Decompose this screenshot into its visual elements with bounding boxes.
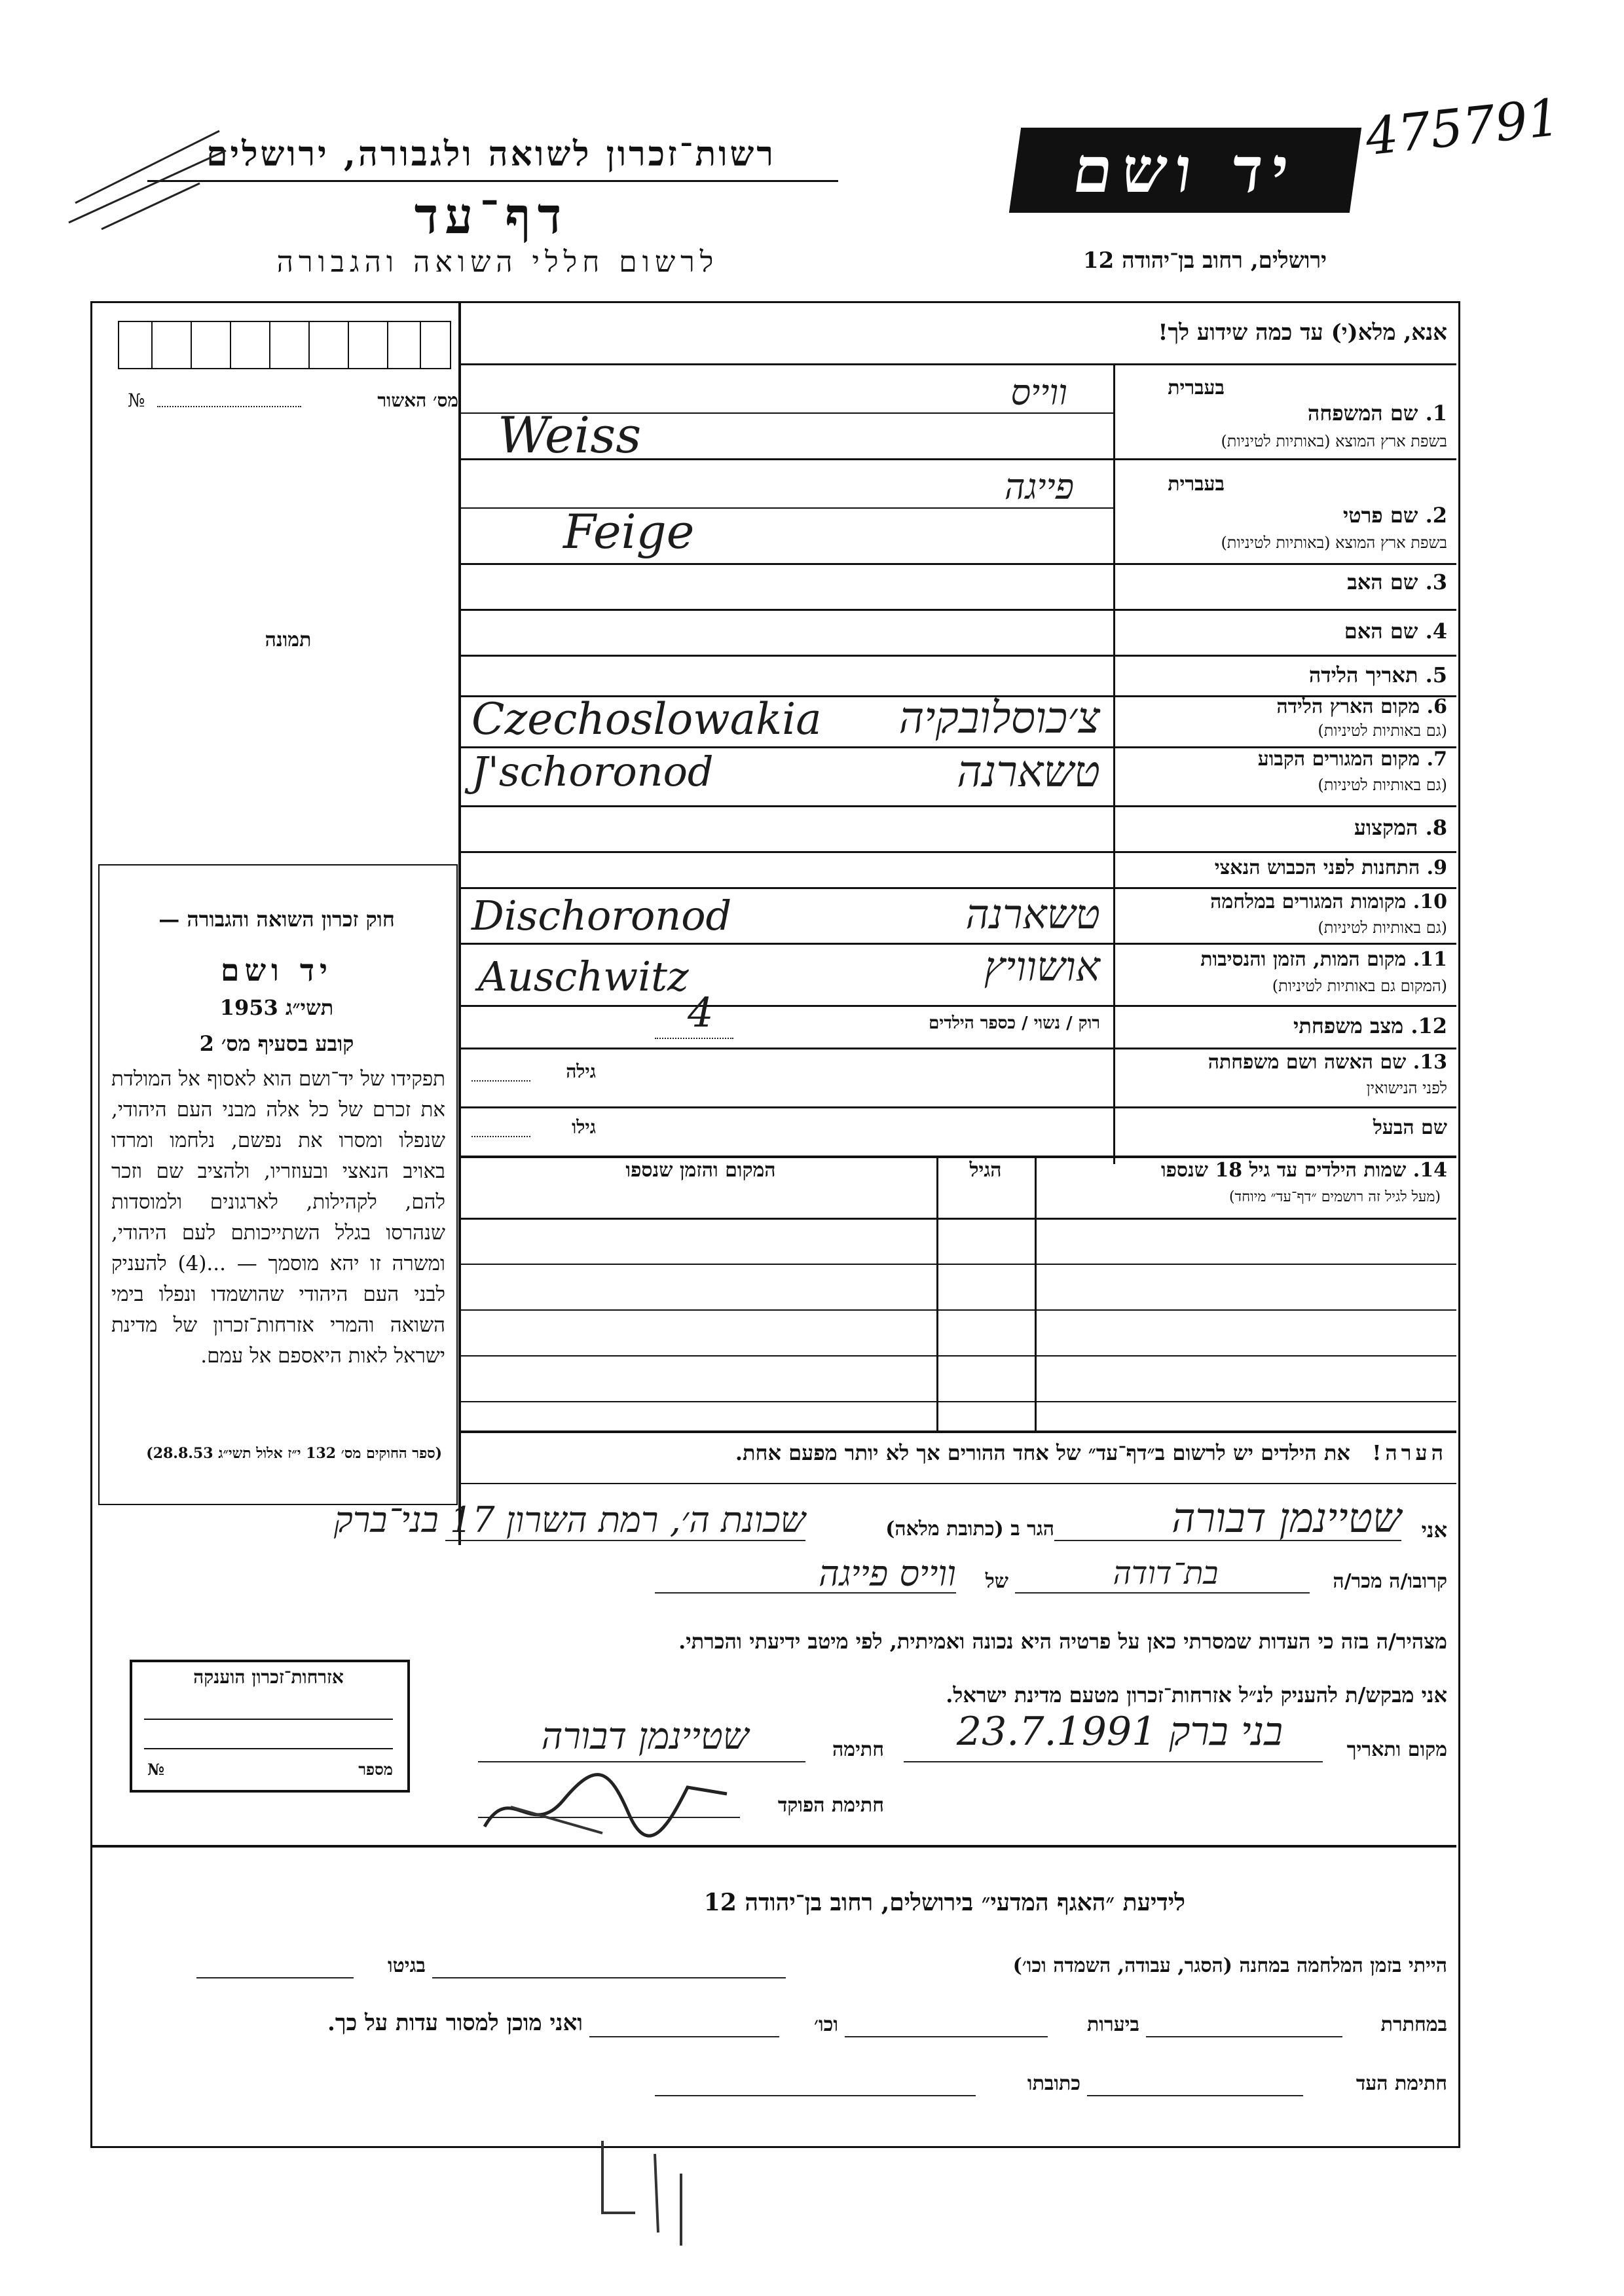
field11-value-latin: Auschwitz (478, 953, 689, 1000)
citizenship-title: אזרחות־זכרון הוענקה (193, 1666, 344, 1688)
approval-value-line (157, 406, 301, 407)
officer-signature (471, 1755, 747, 1849)
ghetto-line (196, 1977, 354, 1978)
field14-col-age: הגיל (969, 1159, 1002, 1182)
pen-strokes (62, 124, 232, 238)
field1-hebrew-tag: בעברית (1168, 376, 1225, 399)
field13-label: 13. שם האשה ושם משפחתה (1208, 1051, 1447, 1074)
field10-value-hebrew: טשארנה (965, 890, 1100, 938)
law-title: חוק זכרון השואה והגבורה — (158, 907, 395, 932)
decl-of-label: של (985, 1570, 1008, 1593)
decl-relation-label: קרובו/ה מכר/ה (1333, 1570, 1447, 1593)
witness-sig-line (1087, 2095, 1303, 2096)
logo-yad-vashem: יד ושם (1009, 128, 1361, 213)
law-body: תפקידו של יד־ושם הוא לאסוף אל המולדת את זכרם של כל אלה מבני העם היהודי, שנפלו ומסרו את נפשם, נלחמו ומרדו באויב הנאצי ובעוזריו, ולהציב שם וזכר להם, לקהילות, לארגונים ולמוסדות שנהרסו בגלל השתייכותם לעם היהודי, ומשרה זו יהא מוסמך — ...(4) להעניק לבני העם היהודי שהושמדו ונפלו בימי השואה והמרי אזרחות־זכרון של מדינת ישראל לאות היאספם אל עמם. (111, 1067, 445, 1368)
wife-age-label: גילה (566, 1061, 596, 1082)
children-count-line (655, 1038, 733, 1039)
field13-sublabel: לפני הנישואין (1366, 1079, 1447, 1097)
field11-sublabel: (המקום גם באותיות לטיניות) (1272, 977, 1447, 995)
ghetto-label: בגיטו (387, 1954, 426, 1977)
etc-line (589, 2036, 779, 2037)
note: הערה! את הילדים יש לרשום ב״דף־עד״ של אחד ההורים אך לא יותר מפעם אחת. (735, 1440, 1447, 1465)
law-year: תשי״ג 1953 (219, 995, 334, 1020)
approval-no: № (128, 390, 145, 411)
ready-label: ואני מוכן למסור עדות על כך. (327, 2010, 583, 2036)
field8-label: 8. המקצוע (1354, 815, 1447, 840)
form-title: דף־עד (414, 187, 568, 245)
law-name: יד ושם (220, 953, 333, 988)
wife-age-line (471, 1080, 530, 1082)
divider (458, 1156, 1456, 1158)
row-line (458, 1264, 1456, 1265)
divider (458, 1430, 1456, 1433)
divider (458, 1106, 1456, 1108)
citizenship-number-label: מספר (358, 1760, 393, 1779)
field5-label: 5. תאריך הלידה (1308, 663, 1447, 687)
field14-sublabel: (מעל לגיל זה רושמים ״דף־עד״ מיוחד) (1228, 1189, 1441, 1205)
field12-label: 12. מצב משפחתי (1293, 1013, 1447, 1038)
forests-label: ביערות (1086, 2013, 1139, 2036)
place-date: בני ברק 23.7.1991 (956, 1709, 1283, 1755)
field1-label: 1. שם המשפחה (1307, 401, 1447, 426)
decl-name: שטיינמן דבורה (1172, 1494, 1401, 1542)
field2-label: 2. שם פרטי (1342, 503, 1447, 528)
signature-label: חתימה (832, 1738, 884, 1761)
col-divider (1035, 1156, 1037, 1430)
witness-address-label: כתובתו (1027, 2072, 1080, 2095)
field6-value-latin: Czechoslowakia (471, 694, 822, 744)
law-ref: (ספר החוקים מס׳ 132 י״ז אלול תשי״ג 28.8.53) (146, 1445, 442, 1462)
scan-marks (576, 2134, 720, 2255)
field7-value-latin: J'schoronod (471, 748, 714, 795)
divider (458, 507, 1113, 509)
field2-hebrew-tag: בעברית (1168, 473, 1225, 496)
cit-line (144, 1719, 393, 1720)
field1-value-latin: Weiss (498, 406, 642, 464)
decl-relation: בת־דודה (1113, 1555, 1219, 1592)
decl-ani: אני (1421, 1518, 1447, 1542)
bottom-title: לידיעת ״האגף המדעי״ בירושלים, רחוב בן־יהודה 12 (703, 1889, 1185, 1916)
partisans-line (1146, 2036, 1342, 2037)
approval-boxes (118, 321, 451, 369)
officer-label: חתימת הפוקד (777, 1794, 884, 1817)
field14-col-place: המקום והזמן שנספו (625, 1159, 776, 1182)
partisans-label: במחתרת (1380, 2013, 1447, 2036)
divider (458, 1005, 1456, 1007)
field1-value-hebrew: ווייס (1010, 372, 1067, 413)
note-divider (458, 1483, 1456, 1484)
row-line (458, 1355, 1456, 1357)
field10-label: 10. מקומות המגורים במלחמה (1210, 890, 1447, 913)
address: ירושלים, רחוב בן־יהודה 12 (1082, 247, 1327, 274)
decl-statement: מצהיר/ה בזה כי העדות שמסרתי כאן על פרטיה היא נכונה ואמיתית, לפי מיטב ידיעתי והכרתי. (678, 1629, 1447, 1654)
signature: שטיינמן דבורה (541, 1715, 749, 1758)
divider (458, 887, 1456, 889)
etc-label: וכו׳ (814, 2013, 838, 2036)
instruction-divider (458, 363, 1456, 365)
field7-value-hebrew: טשארנה (957, 746, 1100, 797)
field7-sublabel: (גם באותיות לטיניות) (1318, 776, 1447, 794)
field9-label: 9. התחנות לפני הכבוש הנאצי (1214, 856, 1447, 879)
photo-label: תמונה (265, 629, 312, 651)
camp-line (432, 1977, 786, 1978)
children-count-value: 4 (688, 989, 714, 1036)
field11-label: 11. מקום המות, הזמן והנסיבות (1200, 948, 1447, 971)
divider (458, 851, 1456, 853)
husband-label: שם הבעל (1373, 1116, 1447, 1139)
field4-label: 4. שם האם (1344, 619, 1447, 644)
cit-line (144, 1748, 393, 1749)
field3-label: 3. שם האב (1347, 570, 1447, 594)
witness-sig-label: חתימת העד (1356, 2072, 1447, 2095)
col-divider (936, 1156, 938, 1430)
field11-value-hebrew: אושוויץ (984, 943, 1100, 991)
field10-sublabel: (גם באותיות לטיניות) (1318, 919, 1447, 937)
field12-options: רוק / נשוי / כספר הילדים (929, 1013, 1100, 1033)
citizenship-no: № (147, 1760, 165, 1779)
field6-value-hebrew: צ׳כוסלובקיה (898, 693, 1100, 743)
husband-age-label: גילו (572, 1116, 596, 1138)
field2-sublabel: בשפת ארץ המוצא (באותיות לטיניות) (1221, 534, 1447, 552)
divider (458, 1048, 1456, 1049)
form-subtitle: לרשום חללי השואה והגבורה (276, 246, 719, 279)
field14-label: 14. שמות הילדים עד גיל 18 שנספו (1160, 1159, 1447, 1182)
place-date-label: מקום ותאריך (1346, 1738, 1447, 1761)
divider (458, 1218, 1456, 1220)
bottom-line1: הייתי בזמן המלחמה במחנה (הסגר, עבודה, השמדה וכו׳) (1012, 1954, 1447, 1977)
authority-title: רשות־זכרון לשואה ולגבורה, ירושלים (206, 134, 776, 174)
witness-address-line (655, 2095, 976, 2096)
decl-of: ווייס פייגה (819, 1553, 956, 1594)
field7-label: 7. מקום המגורים הקבוע (1257, 748, 1447, 771)
forests-line (845, 2036, 1048, 2037)
place-date-line (904, 1761, 1323, 1762)
bottom-divider (90, 1845, 1456, 1848)
field6-sublabel: (גם באותיות לטיניות) (1318, 721, 1447, 740)
divider (458, 563, 1456, 565)
field10-value-latin: Dischoronod (471, 892, 732, 939)
left-column-divider (458, 301, 461, 1545)
decl-relation-line (1015, 1592, 1310, 1594)
field1-sublabel: בשפת ארץ המוצא (באותיות לטיניות) (1221, 432, 1447, 450)
label-column-divider (1113, 365, 1115, 1164)
husband-age-line (471, 1136, 530, 1137)
corner-number: 475791 (1363, 88, 1563, 168)
divider (458, 609, 1456, 611)
decl-resident-label: הגר ב (כתובת מלאה) (885, 1518, 1054, 1540)
law-clause: קובע בסעיף מס׳ 2 (199, 1031, 354, 1056)
approval-label: מס׳ האשור (377, 390, 458, 411)
field2-value-hebrew: פייגה (1004, 466, 1074, 507)
divider (458, 805, 1456, 807)
authority-underline (147, 180, 838, 182)
decl-address: שכונת ה׳, רמת השרון 17 בני־ברק (333, 1499, 805, 1540)
decl-request: אני מבקש/ת להעניק לנ״ל אזרחות־זכרון מטעם מדינת ישראל. (946, 1683, 1447, 1707)
field6-label: 6. מקום הארץ הלידה (1276, 695, 1447, 718)
field2-value-latin: Feige (563, 504, 695, 559)
divider (458, 655, 1456, 657)
row-line (458, 1401, 1456, 1402)
row-line (458, 1309, 1456, 1311)
instruction: אנא, מלא(י) עד כמה שידוע לך! (1158, 319, 1447, 346)
